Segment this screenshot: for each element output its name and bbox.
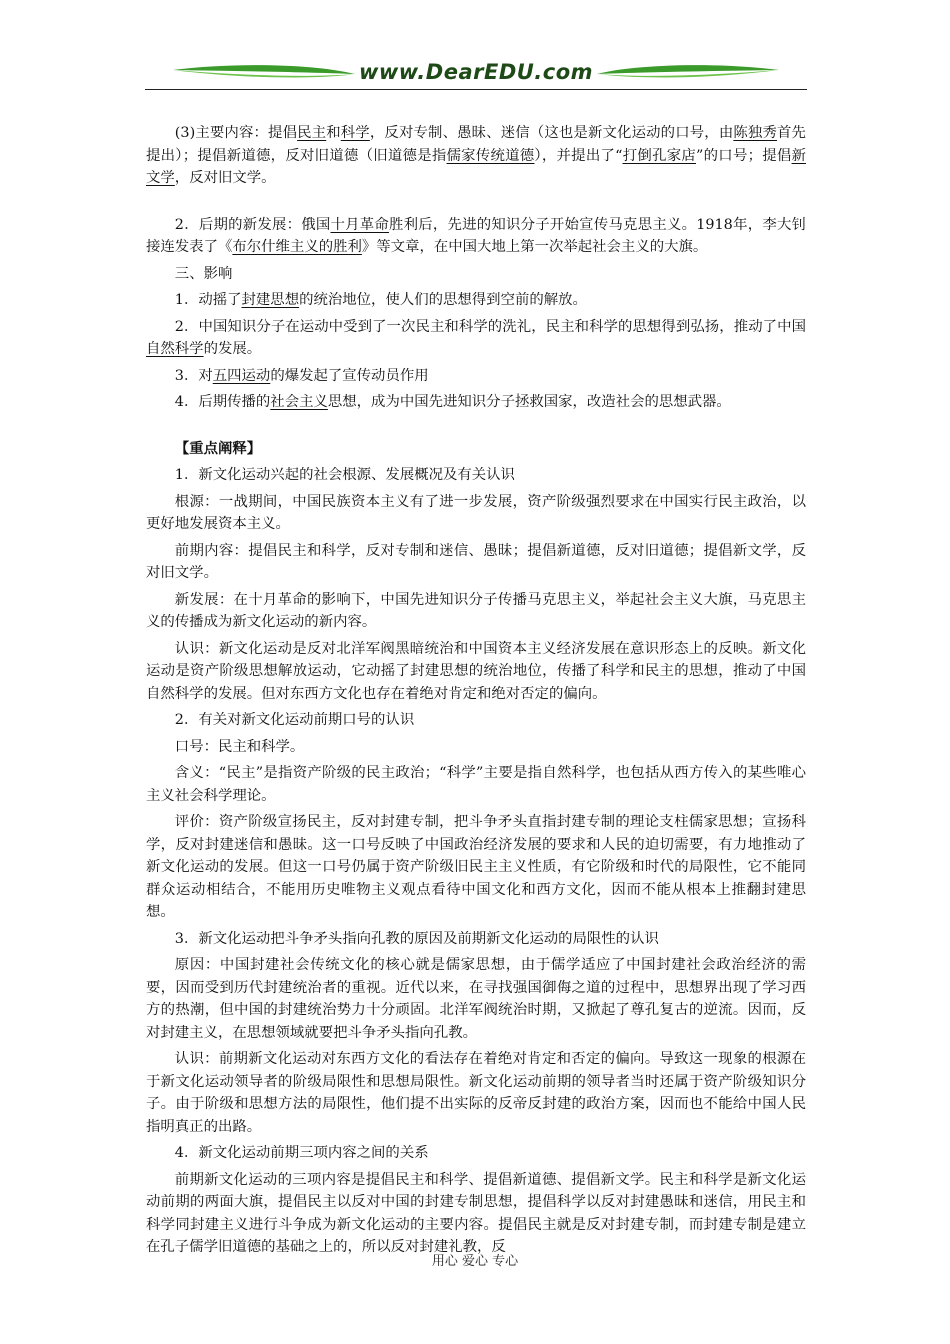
paragraph: 新发展：在十月革命的影响下，中国先进知识分子传播马克思主义，举起社会主义大旗，马克思主义的传播成为新文化运动的新内容。 [146, 591, 806, 630]
impact-item: 1．动摇了封建思想的统治地位，使人们的思想得到空前的解放。 [174, 292, 587, 308]
section-title-impact: 三、影响 [174, 265, 233, 282]
term-link: 五四运动 [212, 367, 271, 384]
page-footer: 用心 爱心 专心 [431, 1254, 519, 1269]
paragraph: 前期内容：提倡民主和科学，反对专制和迷信、愚昧；提倡新道德，反对旧道德；提倡新文学，反对旧文学。 [146, 542, 806, 581]
subheading: 1．新文化运动兴起的社会根源、发展概况及有关认识 [174, 467, 515, 483]
paragraph: 含义：“民主”是指资产阶级的民主政治；“科学”主要是指自然科学，也包括从西方传入的某些唯心主义社会科学理论。 [146, 765, 806, 804]
subheading: 3．新文化运动把斗争矛头指向孔教的原因及前期新文化运动的局限性的认识 [174, 930, 659, 947]
term-link: 民主 [297, 125, 327, 141]
paragraph: 认识：新文化运动是反对北洋军阀黑暗统治和中国资本主义经济发展在意识形态上的反映。新文化运动是资产阶级思想解放运动，它动摇了封建思想的统治地位，传播了科学和民主的思想，推动了中国自然科学的发展。但对东西方文化也存在着绝对肯定和绝对否定的偏向。 [146, 640, 806, 702]
term-link: 新文学 [146, 147, 806, 186]
impact-item: 4．后期传播的社会主义思想，成为中国先进知识分子拯救国家，改造社会的思想武器。 [174, 394, 731, 410]
page-header [145, 58, 807, 92]
term-link: 科学 [340, 125, 370, 141]
paragraph: 口号：民主和科学。 [174, 738, 305, 755]
header-rule [145, 89, 807, 90]
paragraph: 原因：中国封建社会传统文化的核心就是儒家思想，由于儒学适应了中国封建社会政治经济的需要，因而受到历代封建统治者的重视。近代以来，在寻找强国御侮之道的过程中，思想界出现了学习西方的热潮，但中国的封建统治势力十分顽固。北洋军阀统治时期，又掀起了尊孔复古的逆流。因而，反对封建主义，在思想领域就要把斗争矛头指向孔教。 [146, 957, 806, 1041]
subheading: 2．有关对新文化运动前期口号的认识 [174, 712, 415, 728]
paragraph: 认识：前期新文化运动对东西方文化的看法存在着绝对肯定和否定的偏向。导致这一现象的根源在于新文化运动领导者的阶级局限性和思想局限性。新文化运动前期的领导者当时还属于资产阶级知识分子。由于阶级和思想方法的局限性，他们提不出实际的反帝反封建的政治方案，因而也不能给中国人民指明真正的出路。 [146, 1051, 806, 1135]
paragraph-later-development: 2．后期的新发展：俄国十月革命胜利后，先进的知识分子开始宣传马克思主义。1918年，李大钊接连发表了《布尔什维主义的胜利》等文章，在中国大地上第一次举起社会主义的大旗。 [146, 216, 806, 255]
site-logo-text: www.DearEDU.com [358, 60, 594, 84]
term-link: 陈独秀 [733, 125, 778, 141]
paragraph: 评价：资产阶级宣扬民主，反对封建专制，把斗争矛头直指封建专制的理论支柱儒家思想；宣扬科学，反对封建迷信和愚昧。这一口号反映了中国政治经济发展的要求和人民的迫切需要，有力地推动了新文化运动的发展。但这一口号仍属于资产阶级旧民主主义性质，有它阶级和时代的局限性，它不能同群众运动相结合，不能用历史唯物主义观点看待中国文化和西方文化，因而不能从根本上推翻封建思想。 [146, 814, 806, 920]
impact-item: 2．中国知识分子在运动中受到了一次民主和科学的洗礼，民主和科学的思想得到弘扬，推动了中国自然科学的发展。 [146, 318, 806, 357]
term-link: 十月革命 [330, 216, 389, 233]
term-link: 社会主义 [270, 394, 328, 410]
term-link: 打倒孔家店 [622, 147, 697, 164]
term-link: 封建思想 [241, 292, 300, 308]
term-link: 自然科学 [146, 341, 204, 357]
subheading: 4．新文化运动前期三项内容之间的关系 [174, 1145, 429, 1161]
paragraph: 前期新文化运动的三项内容是提倡民主和科学、提倡新道德、提倡新文学。民主和科学是新文化运动前期的两面大旗，提倡民主以反对中国的封建专制思想，提倡科学以反对封建愚昧和迷信，用民主和科学同封建主义进行斗争成为新文化运动的主要内容。提倡民主就是反对封建专制，而封建专制是建立在孔子儒学旧道德的基础之上的，所以反对封建礼教，反 [146, 1171, 806, 1255]
paragraph: 根源：一战期间，中国民族资本主义有了进一步发展，资产阶级强烈要求在中国实行民主政治，以更好地发展资本主义。 [146, 493, 806, 532]
impact-item: 3．对五四运动的爆发起了宣传动员作用 [174, 367, 429, 384]
document-body [146, 122, 806, 1259]
term-link: 布尔什维主义的胜利 [232, 239, 362, 255]
paragraph-main-content: (3)主要内容：提倡民主和科学，反对专制、愚昧、迷信（这也是新文化运动的口号，由陈独秀首先提出）；提倡新道德，反对旧道德（旧道德是指儒家传统道德），并提出了“打倒孔家店”的口号；提倡新文学，反对旧文学。 [146, 125, 806, 186]
term-link: 儒家传统道德 [446, 147, 535, 164]
section-heading-key-points: 【重点阐释】 [174, 440, 262, 457]
